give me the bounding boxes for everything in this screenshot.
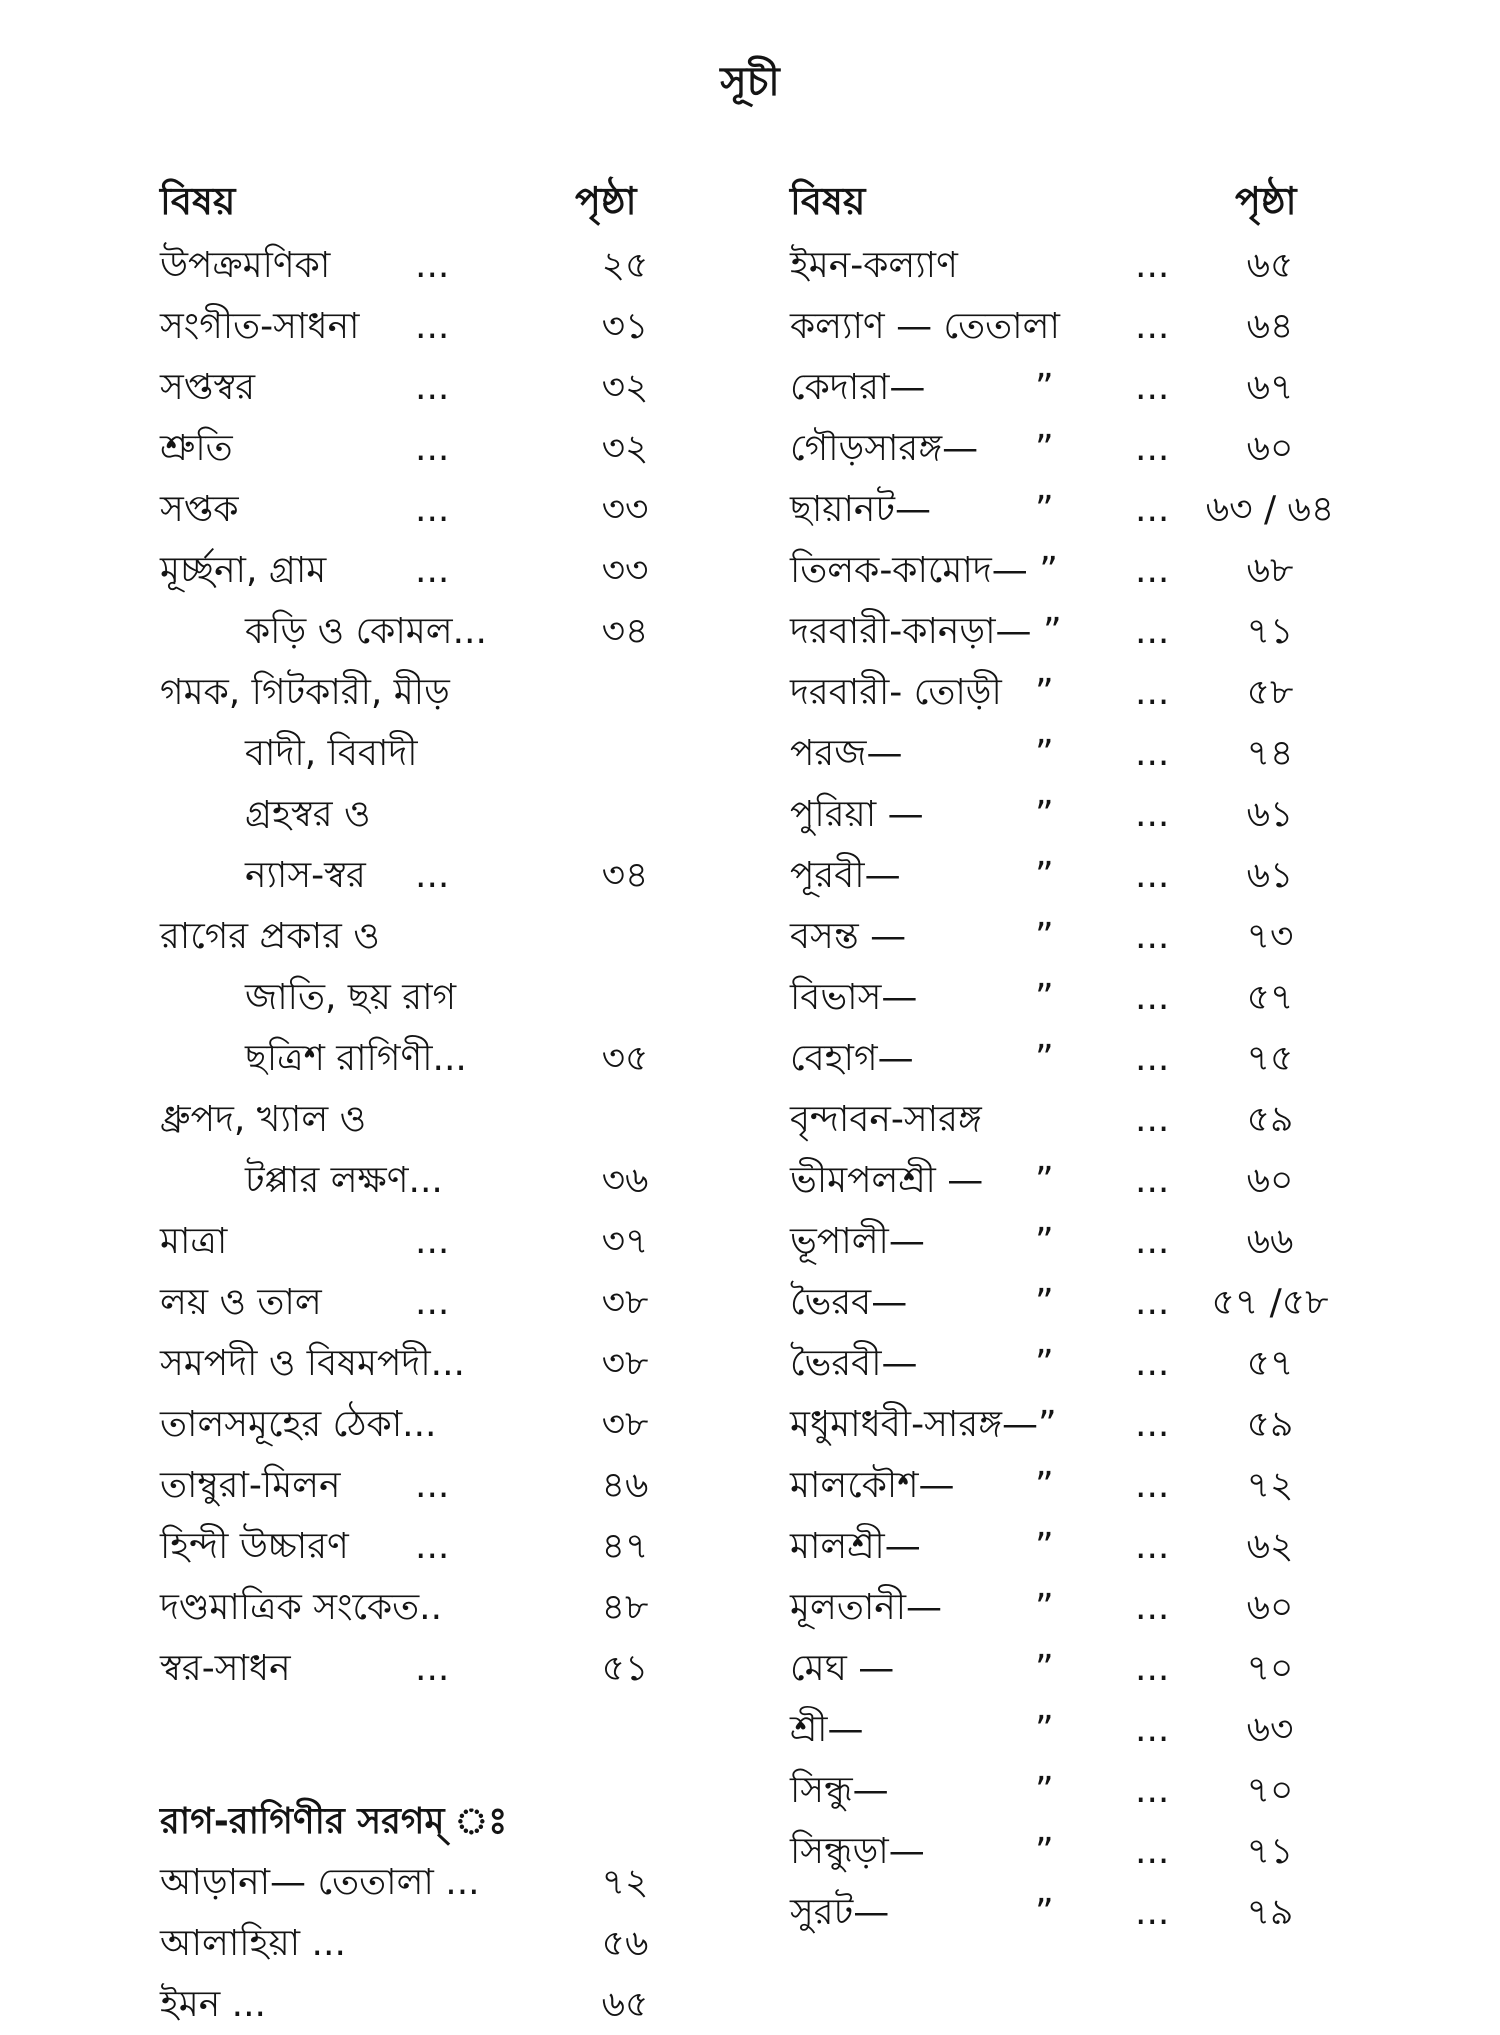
page-number: ৫৬ [601,1923,649,1964]
index-row [160,235,720,296]
page-number: ৭৫ [1246,1038,1294,1079]
index-row [790,1211,1410,1272]
entry-title: দণ্ডমাত্রিক সংকেত.. [160,1587,443,1628]
index-row [790,540,1410,601]
leader-dots: ... [1135,1404,1170,1445]
page-number: ৩৮ [601,1343,649,1384]
entry-title: শ্রুতি [160,428,233,469]
entry-title: কল্যাণ — তেতালা [790,306,1060,347]
page-number: ৭১ [1246,1831,1294,1872]
leader-dots: ... [415,1648,450,1689]
page-number: ৪৬ [601,1465,649,1506]
ditto-mark: ” [1035,794,1054,835]
entry-title: গ্রহস্বর ও [245,794,371,835]
leader-dots: ... [415,306,450,347]
index-row [160,1394,720,1455]
leader-dots: ... [1135,1526,1170,1567]
index-row [790,1821,1410,1882]
page-number: ৩৮ [601,1282,649,1323]
page-number: ৫৭ [1246,977,1294,1018]
leader-dots: ... [1135,1892,1170,1933]
ditto-mark: ” [1035,1282,1054,1323]
ditto-mark: ” [1035,1221,1054,1262]
index-row [160,967,720,1028]
page-number: ৬৩ / ৬৪ [1205,489,1335,530]
index-row [160,1913,720,1974]
index-row [160,540,720,601]
page-number: ৩৮ [601,1404,649,1445]
entry-title: ভূপালী— [790,1221,925,1262]
page-number: ৪৮ [601,1587,649,1628]
entry-title: রাগের প্রকার ও [160,916,380,957]
entry-title: ইমন ... [160,1984,266,2025]
page-number: ৭২ [601,1862,649,1903]
leader-dots: ... [1135,1709,1170,1750]
ditto-mark: ” [1035,1038,1054,1079]
left-page-header: পৃষ্ঠা [575,179,637,223]
ditto-mark: ” [1035,489,1054,530]
section-heading: রাগ-রাগিণীর সরগম্ ঃ [160,1801,508,1842]
left-column [160,235,720,2035]
leader-dots: ... [1135,794,1170,835]
page-number: ৫৯ [1246,1404,1294,1445]
page-number: ৩২ [601,367,649,408]
left-subject-header: বিষয় [160,179,236,223]
leader-dots: ... [415,245,450,286]
ditto-mark: ” [1035,1160,1054,1201]
page-number: ৬৬ [1246,1221,1294,1262]
entry-title: মেঘ — [790,1648,895,1689]
ditto-mark: ” [1035,1648,1054,1689]
leader-dots: ... [1135,1282,1170,1323]
ditto-mark: ” [1035,428,1054,469]
ditto-mark: ” [1035,977,1054,1018]
index-row [790,845,1410,906]
page-number: ৬৪ [1246,306,1294,347]
page-number: ৭৯ [1246,1892,1294,1933]
page-number: ৬৩ [1246,1709,1294,1750]
entry-title: আড়ানা— তেতালা ... [160,1862,480,1903]
entry-title: দরবারী-কানড়া— ” [790,611,1062,652]
leader-dots: ... [1135,672,1170,713]
page-number: ৫৭ /৫৮ [1211,1282,1329,1323]
index-row [160,845,720,906]
index-row [790,296,1410,357]
entry-title: সুরট— [790,1892,890,1933]
page-number: ৭১ [1246,611,1294,652]
leader-dots: ... [1135,1160,1170,1201]
page-number: ৩৩ [601,550,649,591]
page-number: ৩৬ [601,1160,649,1201]
page-number: ৪৭ [601,1526,649,1567]
entry-title: মধুমাধবী-সারঙ্গ—” [790,1404,1057,1445]
entry-title: ভৈরবী— [790,1343,918,1384]
entry-title: ছত্রিশ রাগিণী... [245,1038,467,1079]
leader-dots: ... [1135,1831,1170,1872]
entry-title: কড়ি ও কোমল... [245,611,487,652]
entry-title: ভৈরব— [790,1282,908,1323]
section-spacer [160,1699,720,1791]
entry-title: মাত্রা [160,1221,228,1262]
ditto-mark: ” [1035,1343,1054,1384]
entry-title: শ্রী— [790,1709,864,1750]
entry-title: মূলতানী— [790,1587,943,1628]
ditto-mark: ” [1035,1526,1054,1567]
entry-title: বেহাগ— [790,1038,914,1079]
page-number: ৬৫ [601,1984,649,2025]
entry-title: সপ্তক [160,489,239,530]
ditto-mark: ” [1035,1465,1054,1506]
leader-dots: ... [1135,1465,1170,1506]
ditto-mark: ” [1035,1892,1054,1933]
page-number: ৩৪ [601,855,649,896]
ditto-mark: ” [1035,855,1054,896]
index-row [160,1516,720,1577]
leader-dots: ... [415,855,450,896]
entry-title: মালকৌশ— [790,1465,955,1506]
page-number: ৭৪ [1246,733,1294,774]
entry-title: তিলক-কামোদ— ” [790,550,1058,591]
index-row [160,418,720,479]
leader-dots: ... [1135,245,1170,286]
leader-dots: ... [1135,1587,1170,1628]
page-number: ৬৭ [1246,367,1294,408]
page-number: ৬৮ [1246,550,1294,591]
page-number: ৬১ [1246,855,1294,896]
entry-title: মূর্চ্ছনা, গ্রাম [160,550,327,591]
ditto-mark: ” [1035,1831,1054,1872]
leader-dots: ... [415,1282,450,1323]
page-number: ৭০ [1246,1770,1294,1811]
ditto-mark: ” [1035,1587,1054,1628]
index-row [790,1638,1410,1699]
entry-title: গমক, গিটকারী, মীড় [160,672,450,713]
leader-dots: ... [1135,489,1170,530]
index-row [790,1516,1410,1577]
page-number: ৩৪ [601,611,649,652]
leader-dots: ... [415,1526,450,1567]
index-row [790,1577,1410,1638]
leader-dots: ... [1135,855,1170,896]
leader-dots: ... [1135,1343,1170,1384]
index-row [160,601,720,662]
leader-dots: ... [1135,550,1170,591]
ditto-mark: ” [1035,916,1054,957]
entry-title: উপক্রমণিকা [160,245,331,286]
leader-dots: ... [415,367,450,408]
index-row [790,784,1410,845]
page-number: ৭৩ [1246,916,1294,957]
page-number: ৬০ [1246,1587,1294,1628]
index-row [790,1089,1410,1150]
page-number: ৬৫ [1246,245,1294,286]
index-row [160,1852,720,1913]
index-row [160,1211,720,1272]
page-number: ৫৭ [1246,1343,1294,1384]
leader-dots: ... [415,489,450,530]
page-number: ৬০ [1246,1160,1294,1201]
entry-title: বিভাস— [790,977,918,1018]
index-row [160,357,720,418]
leader-dots: ... [415,1465,450,1506]
index-row [160,1150,720,1211]
entry-title: পরজ— [790,733,903,774]
entry-title: ভীমপলশ্রী — [790,1160,984,1201]
index-row [160,1577,720,1638]
index-row [160,723,720,784]
index-row [790,1333,1410,1394]
entry-title: সপ্তস্বর [160,367,256,408]
page-number: ৭০ [1246,1648,1294,1689]
page-number: ৩৭ [601,1221,649,1262]
leader-dots: ... [1135,428,1170,469]
page-number: ৩৩ [601,489,649,530]
page-number: ৭২ [1246,1465,1294,1506]
index-row [790,235,1410,296]
entry-title: পুরিয়া — [790,794,924,835]
entry-title: সংগীত-সাধনা [160,306,360,347]
entry-title: তাম্বুরা-মিলন [160,1465,341,1506]
index-row [160,906,720,967]
index-row [790,906,1410,967]
page-number: ৫১ [601,1648,649,1689]
leader-dots: ... [1135,367,1170,408]
page-number: ৫৮ [1246,672,1294,713]
index-row [790,479,1410,540]
ditto-mark: ” [1035,1709,1054,1750]
index-row [790,1699,1410,1760]
entry-title: মালশ্রী— [790,1526,921,1567]
page-number: ৩২ [601,428,649,469]
leader-dots: ... [1135,1221,1170,1262]
index-row [160,784,720,845]
leader-dots: ... [1135,611,1170,652]
page-number: ৬২ [1246,1526,1294,1567]
leader-dots: ... [1135,1648,1170,1689]
entry-title: লয় ও তাল [160,1282,322,1323]
index-row [790,1394,1410,1455]
leader-dots: ... [1135,306,1170,347]
index-row [790,1760,1410,1821]
ditto-mark: ” [1035,1770,1054,1811]
leader-dots: ... [1135,1038,1170,1079]
index-row [790,1455,1410,1516]
index-row [160,1455,720,1516]
page-number: ৫৯ [1246,1099,1294,1140]
entry-title: কেদারা— [790,367,926,408]
entry-title: স্বর-সাধন [160,1648,291,1689]
index-row [160,296,720,357]
ditto-mark: ” [1035,733,1054,774]
leader-dots: ... [1135,733,1170,774]
index-row [790,601,1410,662]
index-row [160,479,720,540]
index-row [790,418,1410,479]
index-row [160,1272,720,1333]
right-column [790,235,1410,1943]
entry-title: দরবারী- তোড়ী [790,672,1002,713]
index-row [790,357,1410,418]
index-row [790,1028,1410,1089]
entry-title: বসন্ত — [790,916,907,957]
page-number: ৩১ [601,306,649,347]
entry-title: ধ্রুপদ, খ্যাল ও [160,1099,367,1140]
index-row [790,662,1410,723]
index-row [790,1882,1410,1943]
entry-title: বৃন্দাবন-সারঙ্গ [790,1099,982,1140]
index-row [160,1089,720,1150]
section-heading-row [160,1791,720,1852]
entry-title: বাদী, বিবাদী [245,733,418,774]
entry-title: সিন্ধুড়া— [790,1831,925,1872]
index-row [790,1272,1410,1333]
leader-dots: ... [1135,1099,1170,1140]
page-number: ৬১ [1246,794,1294,835]
ditto-mark: ” [1035,367,1054,408]
page-title: সূচী [720,59,780,105]
entry-title: টপ্পার লক্ষণ... [245,1160,443,1201]
page-number: ২৫ [601,245,649,286]
entry-title: ইমন-কল্যাণ [790,245,958,286]
index-row [790,1150,1410,1211]
index-row [160,1028,720,1089]
entry-title: তালসমূহের ঠেকা... [160,1404,437,1445]
leader-dots: ... [1135,916,1170,957]
index-row [160,1638,720,1699]
page-number: ৩৫ [601,1038,649,1079]
index-row [160,662,720,723]
ditto-mark: ” [1035,672,1054,713]
entry-title: সমপদী ও বিষমপদী... [160,1343,465,1384]
entry-title: ছায়ানট— [790,489,932,530]
entry-title: আলাহিয়া ... [160,1923,346,1964]
entry-title: গৌড়সারঙ্গ— [790,428,979,469]
index-row [790,967,1410,1028]
entry-title: জাতি, ছয় রাগ [245,977,457,1018]
leader-dots: ... [415,428,450,469]
right-subject-header: বিষয় [790,179,866,223]
leader-dots: ... [415,550,450,591]
index-row [160,1333,720,1394]
right-page-header: পৃষ্ঠা [1235,179,1297,223]
entry-title: পূরবী— [790,855,901,896]
entry-title: সিন্ধু— [790,1770,889,1811]
index-row [790,723,1410,784]
entry-title: ন্যাস-স্বর [245,855,366,896]
entry-title: হিন্দী উচ্চারণ [160,1526,349,1567]
page-number: ৬০ [1246,428,1294,469]
leader-dots: ... [415,1221,450,1262]
leader-dots: ... [1135,977,1170,1018]
leader-dots: ... [1135,1770,1170,1811]
index-row [160,1974,720,2035]
